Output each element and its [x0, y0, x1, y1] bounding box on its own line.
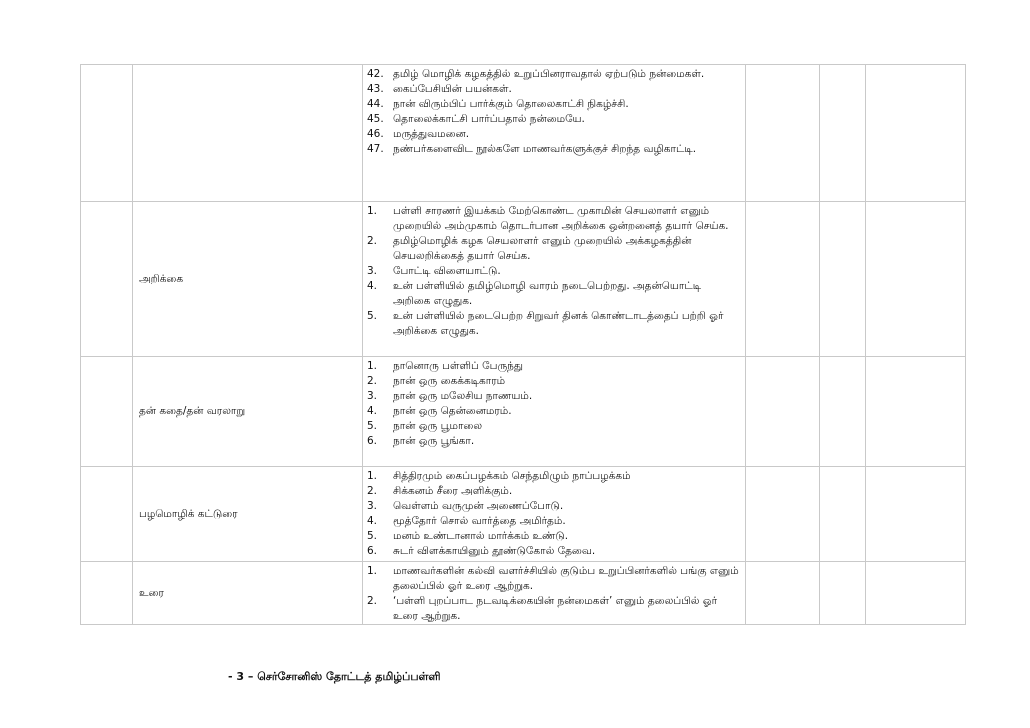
blank-cell — [81, 467, 133, 562]
topic-text: ‘பள்ளி புறப்பாட நடவடிக்கையின் நன்மைகள்’ எனும் தலைப்பில் ஓர் உரை ஆற்றுக. — [393, 595, 718, 622]
topic-text: உன் பள்ளியில் நடைபெற்ற சிறுவர் தினக் கொண்டாடத்தைப் பற்றி ஓர் அறிக்கை எழுதுக. — [393, 310, 724, 337]
topic-text: சுடர் விளக்காயினும் தூண்டுகோல் தேவை. — [393, 545, 596, 557]
extra-cell-b — [820, 357, 866, 467]
topic-number: 45. — [367, 113, 384, 125]
topic-item — [367, 499, 741, 514]
topic-text: நான் ஒரு கைக்கடிகாரம் — [393, 375, 506, 387]
extra-cell-b — [820, 467, 866, 562]
topics-cell — [363, 357, 746, 467]
essay-type-cell: அறிக்கை — [133, 202, 363, 357]
topic-list — [367, 359, 741, 449]
topic-item — [367, 127, 741, 142]
topic-item — [367, 389, 741, 404]
topic-number: 4. — [367, 515, 378, 527]
topic-number: 43. — [367, 83, 384, 95]
topic-item — [367, 112, 741, 127]
extra-cell-a — [746, 467, 820, 562]
extra-cell-b — [820, 562, 866, 625]
topic-item — [367, 419, 741, 434]
topic-text: மனம் உண்டானால் மார்க்கம் உண்டு. — [393, 530, 569, 542]
topic-text: தமிழ் மொழிக் கழகத்தில் உறுப்பினராவதால் ஏற்படும் நன்மைகள். — [393, 68, 705, 80]
extra-cell-c — [866, 65, 966, 202]
topic-number: 1. — [367, 565, 378, 577]
topic-number: 2. — [367, 595, 378, 607]
extra-cell-a — [746, 202, 820, 357]
topic-number: 3. — [367, 390, 378, 402]
topic-item — [367, 594, 741, 624]
blank-cell — [81, 202, 133, 357]
extra-cell-c — [866, 467, 966, 562]
topic-item — [367, 434, 741, 449]
topic-item — [367, 142, 741, 157]
topic-text: நண்பர்களைவிட நூல்களே மாணவர்களுக்குச் சிறந்த வழிகாட்டி. — [393, 143, 697, 155]
topic-item — [367, 67, 741, 82]
topic-item — [367, 404, 741, 419]
topic-item — [367, 309, 741, 339]
extra-cell-b — [820, 65, 866, 202]
topic-text: தமிழ்மொழிக் கழக செயலாளர் எனும் முறையில் அக்கழகத்தின் செயலறிக்கைத் தயார் செய்க. — [393, 235, 692, 262]
topic-item — [367, 204, 741, 234]
extra-cell-c — [866, 357, 966, 467]
topic-list — [367, 469, 741, 559]
topic-text: நான் விரும்பிப் பார்க்கும் தொலைகாட்சி நிகழ்ச்சி. — [393, 98, 629, 110]
topic-list — [367, 204, 741, 339]
topic-item — [367, 279, 741, 309]
topic-number: 4. — [367, 280, 378, 292]
topic-number: 6. — [367, 435, 378, 447]
topic-item — [367, 544, 741, 559]
topic-text: பள்ளி சாரணர் இயக்கம் மேற்கொண்ட முகாமின் செயலாளர் எனும் முறையில் அம்முகாம் தொடர்பான அறிக்கை ஒன்றனைத் தயார் செய்க. — [393, 205, 729, 232]
topic-list — [367, 564, 741, 624]
topic-text: உன் பள்ளியில் தமிழ்மொழி வாரம் நடைபெற்றது. அதன்யொட்டி அறிகை எழுதுக. — [393, 280, 702, 307]
topic-number: 4. — [367, 405, 378, 417]
table-row — [81, 467, 966, 562]
topic-number: 5. — [367, 420, 378, 432]
extra-cell-a — [746, 65, 820, 202]
topic-item — [367, 564, 741, 594]
topic-number: 6. — [367, 545, 378, 557]
topic-item — [367, 374, 741, 389]
topic-text: மாணவர்களின் கல்வி வளர்ச்சியில் குடும்ப உறுப்பினர்களில் பங்கு எனும் தலைப்பில் ஓர் உரை ஆற்றுக. — [393, 565, 739, 592]
topic-text: சிக்கனம் சீரை அளிக்கும். — [393, 485, 513, 497]
topic-number: 46. — [367, 128, 384, 140]
topics-cell — [363, 65, 746, 202]
topic-number: 42. — [367, 68, 384, 80]
extra-cell-c — [866, 562, 966, 625]
essay-type-cell: தன் கதை/தன் வரலாறு — [133, 357, 363, 467]
blank-cell — [81, 357, 133, 467]
topic-text: மூத்தோர் சொல் வார்த்தை அமிர்தம். — [393, 515, 566, 527]
topic-number: 5. — [367, 310, 378, 322]
topic-text: நானொரு பள்ளிப் பேருந்து — [393, 360, 524, 372]
topic-item — [367, 97, 741, 112]
topic-number: 5. — [367, 530, 378, 542]
topic-text: சித்திரமும் கைப்பழக்கம் செந்தமிழும் நாப்பழக்கம் — [393, 470, 631, 482]
topic-text: மருத்துவமனை. — [393, 128, 470, 140]
topics-cell — [363, 562, 746, 625]
topic-list — [367, 67, 741, 157]
topic-number: 1. — [367, 205, 378, 217]
topic-item — [367, 264, 741, 279]
topics-cell — [363, 467, 746, 562]
topic-number: 3. — [367, 500, 378, 512]
topic-text: நான் ஒரு மலேசிய நாணயம். — [393, 390, 533, 402]
extra-cell-a — [746, 562, 820, 625]
topic-text: நான் ஒரு பூமாலை — [393, 420, 483, 432]
topic-text: போட்டி விளையாட்டு. — [393, 265, 501, 277]
document-table — [80, 64, 966, 625]
topic-number: 2. — [367, 485, 378, 497]
table-row — [81, 562, 966, 625]
extra-cell-a — [746, 357, 820, 467]
topic-item — [367, 359, 741, 374]
topic-item — [367, 82, 741, 97]
essay-type-cell: பழமொழிக் கட்டுரை — [133, 467, 363, 562]
table-row — [81, 65, 966, 202]
essay-type-cell: உரை — [133, 562, 363, 625]
topic-number: 47. — [367, 143, 384, 155]
topic-item — [367, 484, 741, 499]
topic-item — [367, 469, 741, 484]
page-footer: - 3 – செர்சோனிஸ் தோட்டத் தமிழ்ப்பள்ளி — [228, 670, 441, 683]
table-row — [81, 202, 966, 357]
topic-number: 1. — [367, 470, 378, 482]
blank-cell — [81, 562, 133, 625]
topics-cell — [363, 202, 746, 357]
topic-text: நான் ஒரு பூங்கா. — [393, 435, 475, 447]
topic-number: 2. — [367, 235, 378, 247]
topic-text: வெள்ளம் வருமுன் அணைப்போடு. — [393, 500, 564, 512]
extra-cell-c — [866, 202, 966, 357]
topic-item — [367, 514, 741, 529]
topic-number: 2. — [367, 375, 378, 387]
table-row — [81, 357, 966, 467]
topic-text: தொலைக்காட்சி பார்ப்பதால் நன்மையே. — [393, 113, 585, 125]
topic-text: கைப்பேசியின் பயன்கள். — [393, 83, 512, 95]
essay-type-cell — [133, 65, 363, 202]
topic-number: 3. — [367, 265, 378, 277]
topic-item — [367, 529, 741, 544]
topic-text: நான் ஒரு தென்னைமரம். — [393, 405, 512, 417]
topic-number: 1. — [367, 360, 378, 372]
topic-item — [367, 234, 741, 264]
blank-cell — [81, 65, 133, 202]
extra-cell-b — [820, 202, 866, 357]
table-body — [81, 65, 966, 625]
topic-number: 44. — [367, 98, 384, 110]
